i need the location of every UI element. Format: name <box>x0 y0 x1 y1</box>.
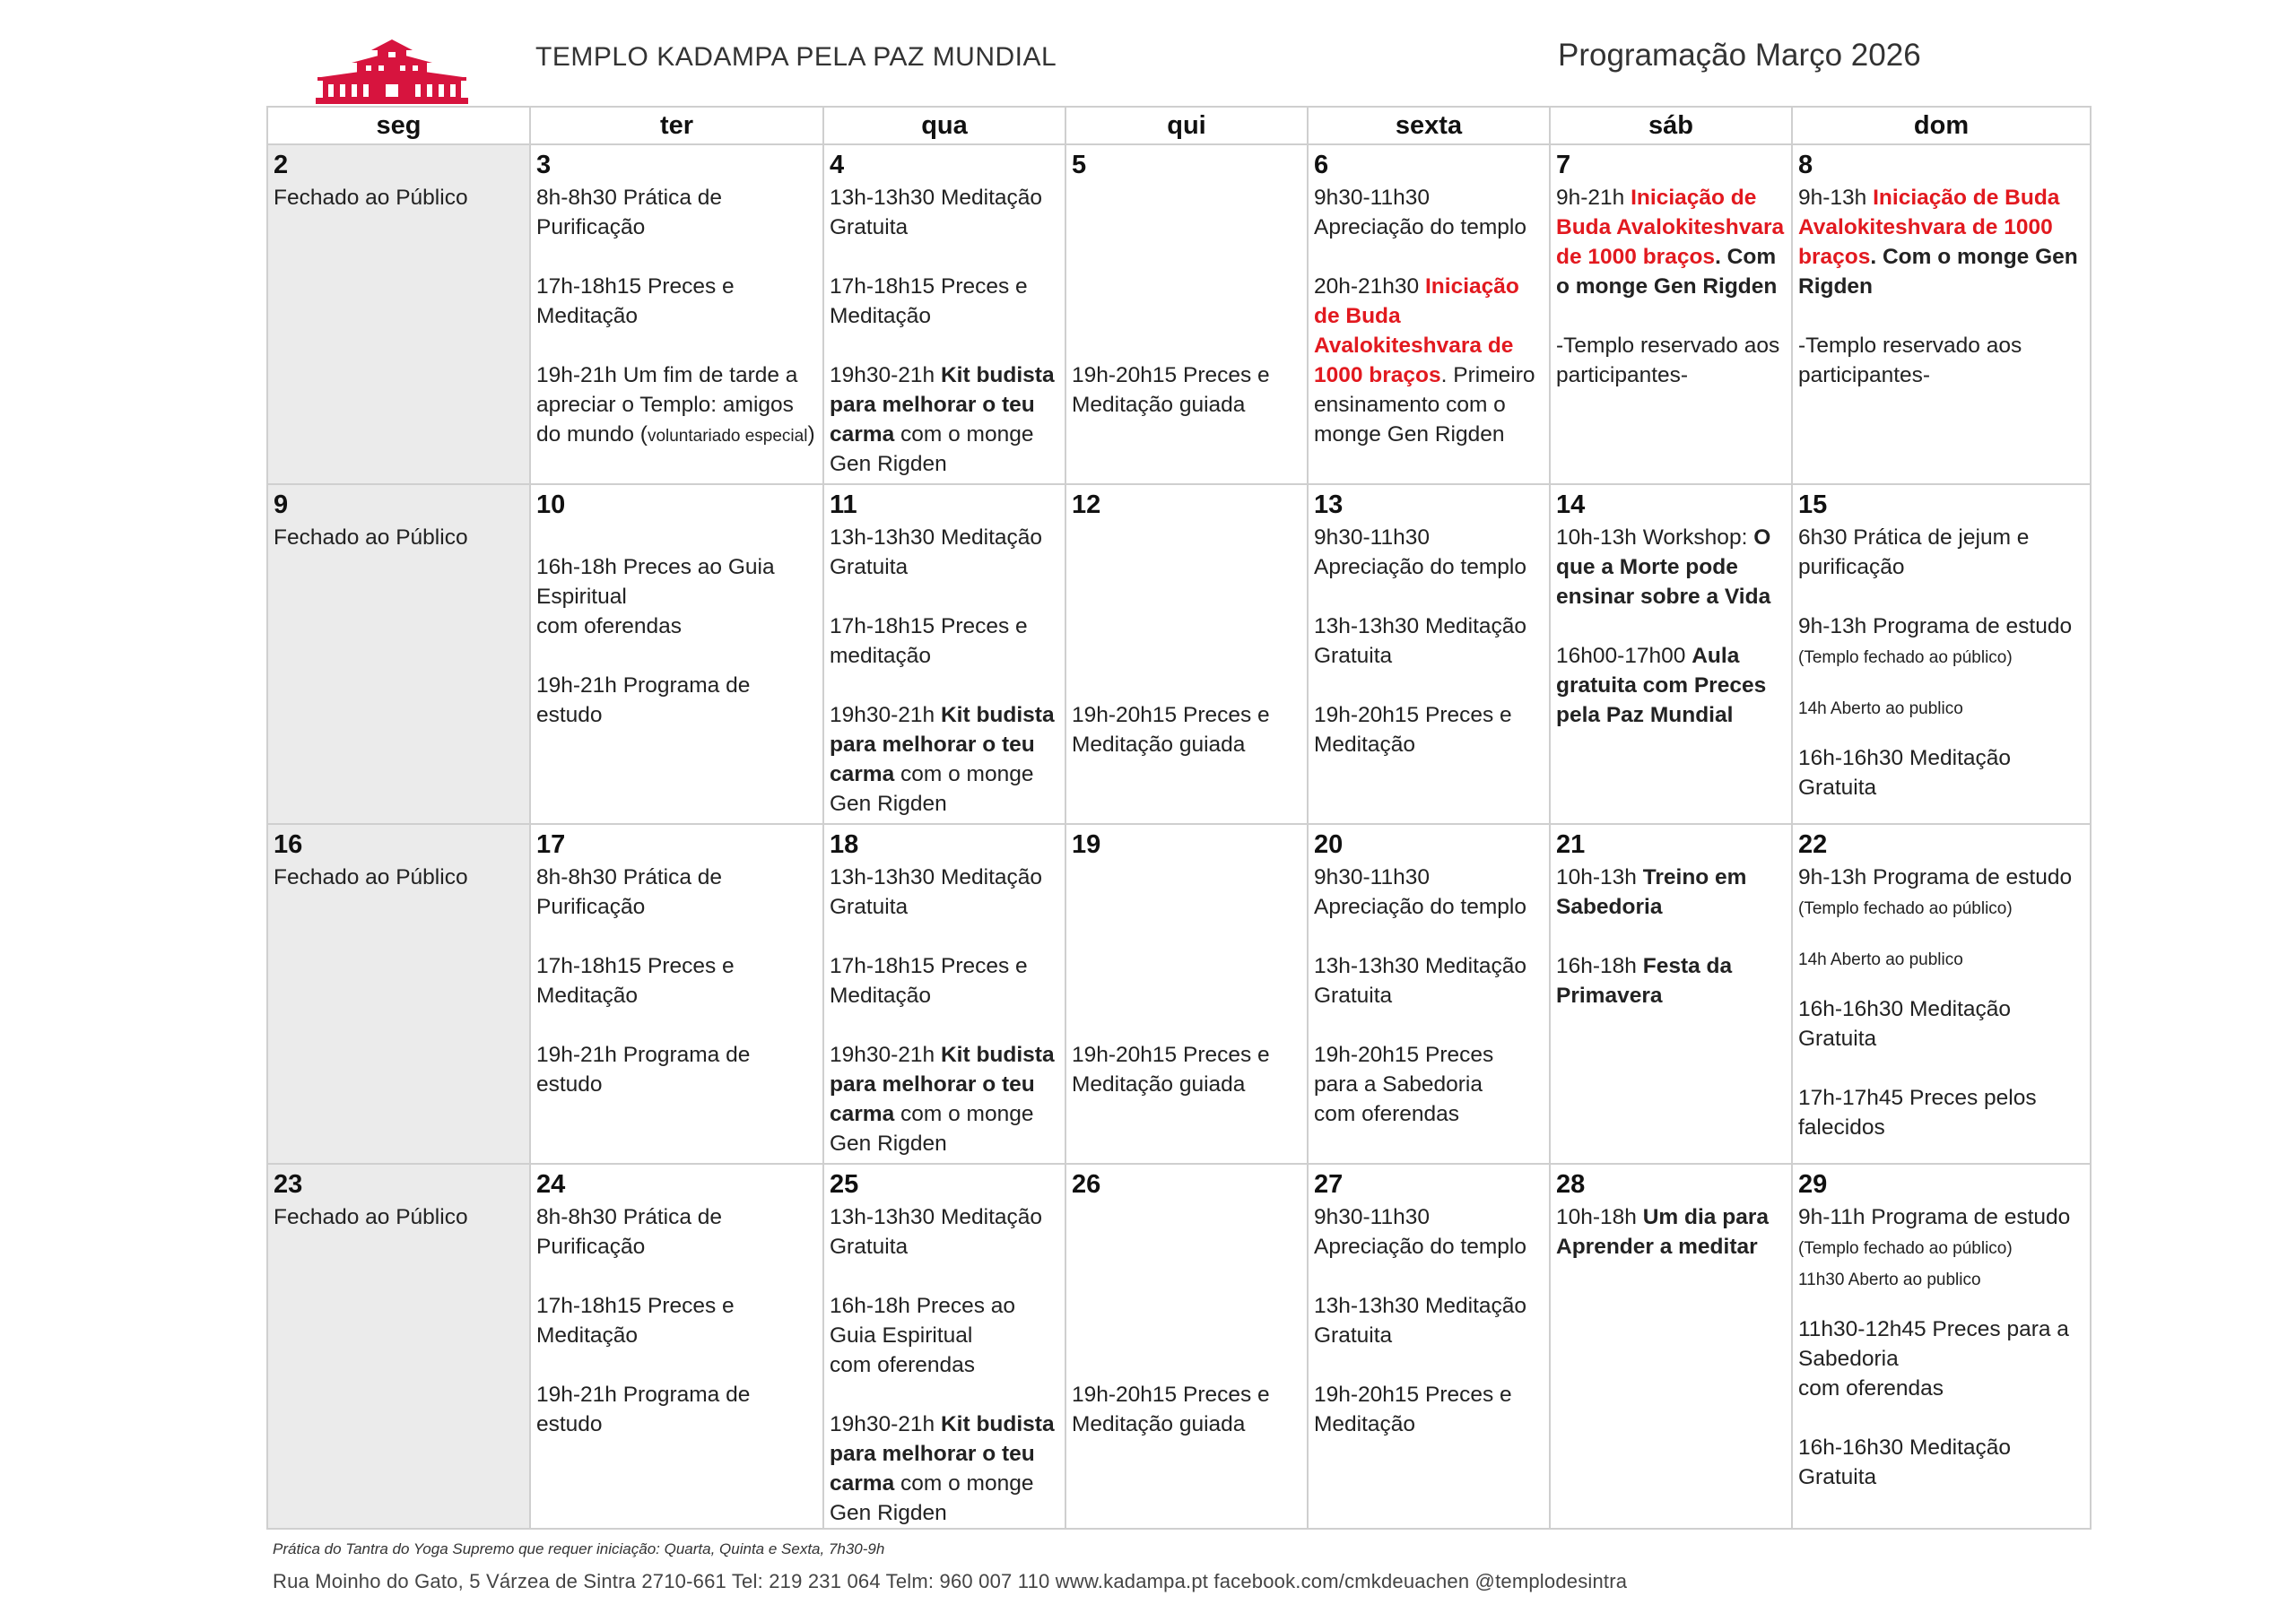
event: 6h30 Prática de jejum e purificação <box>1798 525 2030 579</box>
day-cell <box>1550 484 1792 824</box>
event: 9h30-11h30 Apreciação do templo <box>1314 525 1526 579</box>
day-cell <box>1065 144 1308 484</box>
event: 9h-11h Programa de estudo <box>1798 1205 2071 1229</box>
day-number: 22 <box>1798 830 1828 859</box>
event: com oferendas <box>536 614 683 638</box>
event: -Templo reservado aos participantes- <box>1556 334 1780 387</box>
event: 9h-13h Iniciação de Buda Avalokiteshvara de 1000 braços. Com o monge Gen Rigden <box>1798 186 2078 299</box>
event: 17h-18h15 Preces e Meditação <box>536 954 735 1008</box>
calendar-table <box>266 106 2092 1530</box>
closed-label: Fechado ao Público <box>274 865 468 889</box>
day-cell <box>530 1164 823 1529</box>
weekday-header: seg <box>267 107 530 144</box>
event: com oferendas <box>1798 1376 1944 1401</box>
day-number: 24 <box>536 1170 566 1199</box>
day-cell <box>530 824 823 1164</box>
day-number: 25 <box>830 1170 859 1199</box>
event: 9h-21h Iniciação de Buda Avalokiteshvara de 1000 braços. Com o monge Gen Rigden <box>1556 186 1785 299</box>
day-number: 3 <box>536 151 552 179</box>
closed-label: Fechado ao Público <box>274 1205 468 1229</box>
day-number: 4 <box>830 151 845 179</box>
event: 10h-13h Workshop: O que a Morte pode ensinar sobre a Vida <box>1556 525 1771 609</box>
day-number: 19 <box>1072 830 1101 859</box>
day-number: 8 <box>1798 151 1813 179</box>
day-number: 16 <box>274 830 303 859</box>
day-cell <box>1550 144 1792 484</box>
day-cell <box>1308 144 1550 484</box>
event: 13h-13h30 Meditação Gratuita <box>830 525 1043 579</box>
weekday-header: sexta <box>1308 107 1550 144</box>
event: 13h-13h30 Meditação Gratuita <box>830 186 1043 239</box>
event: 8h-8h30 Prática de Purificação <box>536 865 723 919</box>
event: 19h-21h Um fim de tarde a apreciar o Templo: amigos do mundo (voluntariado especial) <box>536 363 815 447</box>
event: 19h-20h15 Preces e Meditação guiada <box>1072 1383 1270 1436</box>
page-title: Programação Março 2026 <box>1558 38 1921 73</box>
day-number: 23 <box>274 1170 303 1199</box>
event: 9h30-11h30 Apreciação do templo <box>1314 186 1526 239</box>
weekday-header-row <box>267 107 2091 144</box>
event: 17h-18h15 Preces e Meditação <box>830 274 1028 328</box>
event: 16h-16h30 Meditação Gratuita <box>1798 746 2012 800</box>
event: 19h-20h15 Preces para a Sabedoria <box>1314 1043 1494 1097</box>
weekday-header: dom <box>1792 107 2091 144</box>
week-row <box>267 824 2091 1164</box>
day-number: 10 <box>536 490 566 519</box>
event: 19h30-21h Kit budista para melhorar o teu carma com o monge Gen Rigden <box>830 1043 1055 1156</box>
day-number: 7 <box>1556 151 1571 179</box>
event: 13h-13h30 Meditação Gratuita <box>1314 1294 1527 1348</box>
closed-label: Fechado ao Público <box>274 186 468 210</box>
event: 8h-8h30 Prática de Purificação <box>536 186 723 239</box>
event: 17h-18h15 Preces e Meditação <box>536 1294 735 1348</box>
event: 16h-18h Festa da Primavera <box>1556 954 1733 1008</box>
day-number: 12 <box>1072 490 1101 519</box>
day-number: 28 <box>1556 1170 1586 1199</box>
day-cell <box>823 824 1065 1164</box>
event: 16h-16h30 Meditação Gratuita <box>1798 1436 2012 1489</box>
event: com oferendas <box>830 1353 976 1377</box>
day-number: 29 <box>1798 1170 1828 1199</box>
event: 13h-13h30 Meditação Gratuita <box>830 865 1043 919</box>
week-row <box>267 144 2091 484</box>
day-number: 11 <box>830 490 857 519</box>
event: 20h-21h30 Iniciação de Buda Avalokiteshvara de 1000 braços. Primeiro ensinamento com o monge Gen Rigden <box>1314 274 1535 447</box>
event: 19h-20h15 Preces e Meditação <box>1314 1383 1512 1436</box>
event: 8h-8h30 Prática de Purificação <box>536 1205 723 1259</box>
event: 13h-13h30 Meditação Gratuita <box>1314 614 1527 668</box>
day-number: 26 <box>1072 1170 1101 1199</box>
event: -Templo reservado aos participantes- <box>1798 334 2022 387</box>
day-number: 15 <box>1798 490 1828 519</box>
event: 19h-21h Programa de estudo <box>536 673 751 727</box>
event: 19h-20h15 Preces e Meditação <box>1314 703 1512 757</box>
event: 10h-18h Um dia para Aprender a meditar <box>1556 1205 1769 1259</box>
event: 19h-21h Programa de estudo <box>536 1043 751 1097</box>
day-number: 6 <box>1314 151 1329 179</box>
day-cell <box>1550 1164 1792 1529</box>
day-cell <box>1792 824 2091 1164</box>
day-number: 21 <box>1556 830 1586 859</box>
event: 19h30-21h Kit budista para melhorar o teu carma com o monge Gen Rigden <box>830 703 1055 816</box>
day-cell <box>1550 824 1792 1164</box>
day-cell <box>267 1164 530 1529</box>
weekday-header: qua <box>823 107 1065 144</box>
day-cell <box>1308 824 1550 1164</box>
footer-note: Prática do Tantra do Yoga Supremo que requer iniciação: Quarta, Quinta e Sexta, 7h30-9h <box>273 1540 885 1557</box>
event: 9h30-11h30 Apreciação do templo <box>1314 1205 1526 1259</box>
event: 19h30-21h Kit budista para melhorar o teu carma com o monge Gen Rigden <box>830 363 1055 476</box>
week-row <box>267 484 2091 824</box>
day-cell <box>1065 484 1308 824</box>
temple-building-icon <box>316 38 468 104</box>
event-note: 14h Aberto ao publico <box>1798 950 1963 969</box>
day-cell <box>1792 484 2091 824</box>
day-cell <box>1792 144 2091 484</box>
day-number: 20 <box>1314 830 1344 859</box>
event: 17h-17h45 Preces pelos falecidos <box>1798 1086 2037 1140</box>
event: 13h-13h30 Meditação Gratuita <box>1314 954 1527 1008</box>
event: 16h00-17h00 Aula gratuita com Preces pela Paz Mundial <box>1556 644 1767 727</box>
event-note: (Templo fechado ao público) <box>1798 899 2013 918</box>
day-cell <box>1065 1164 1308 1529</box>
day-number: 2 <box>274 151 289 179</box>
day-cell <box>1308 1164 1550 1529</box>
footer-address: Rua Moinho do Gato, 5 Várzea de Sintra 2710-661 Tel: 219 231 064 Telm: 960 007 110 www.kadampa.pt facebook.com/cmkdeuachen @templodesintra <box>273 1570 1628 1592</box>
event: 17h-18h15 Preces e Meditação <box>830 954 1028 1008</box>
day-number: 27 <box>1314 1170 1344 1199</box>
event: 10h-13h Treino em Sabedoria <box>1556 865 1747 919</box>
event: 9h-13h Programa de estudo <box>1798 614 2073 638</box>
event: 16h-16h30 Meditação Gratuita <box>1798 997 2012 1051</box>
event: 16h-18h Preces ao Guia Espiritual <box>536 555 775 609</box>
closed-label: Fechado ao Público <box>274 525 468 550</box>
event: 16h-18h Preces ao Guia Espiritual <box>830 1294 1016 1348</box>
day-cell <box>530 144 823 484</box>
day-cell <box>530 484 823 824</box>
day-number: 13 <box>1314 490 1344 519</box>
day-cell <box>267 144 530 484</box>
day-cell <box>823 144 1065 484</box>
day-number: 14 <box>1556 490 1586 519</box>
event: 19h-20h15 Preces e Meditação guiada <box>1072 703 1270 757</box>
event-note: (Templo fechado ao público) <box>1798 1239 2013 1258</box>
weekday-header: qui <box>1065 107 1308 144</box>
day-cell <box>1065 824 1308 1164</box>
event: 9h30-11h30 Apreciação do templo <box>1314 865 1526 919</box>
week-row <box>267 1164 2091 1529</box>
event: 11h30-12h45 Preces para a Sabedoria <box>1798 1317 2069 1371</box>
event-note: 14h Aberto ao publico <box>1798 699 1963 718</box>
event: 13h-13h30 Meditação Gratuita <box>830 1205 1043 1259</box>
day-cell <box>823 1164 1065 1529</box>
day-cell <box>267 484 530 824</box>
day-cell <box>1792 1164 2091 1529</box>
day-number: 5 <box>1072 151 1087 179</box>
day-cell <box>823 484 1065 824</box>
event-note: (Templo fechado ao público) <box>1798 648 2013 667</box>
weekday-header: sáb <box>1550 107 1792 144</box>
event: 19h30-21h Kit budista para melhorar o teu carma com o monge Gen Rigden <box>830 1412 1055 1525</box>
day-number: 9 <box>274 490 289 519</box>
event: 9h-13h Programa de estudo <box>1798 865 2073 889</box>
day-cell <box>267 824 530 1164</box>
event-note: 11h30 Aberto ao publico <box>1798 1271 1981 1289</box>
event: 19h-20h15 Preces e Meditação guiada <box>1072 1043 1270 1097</box>
event: 17h-18h15 Preces e Meditação <box>536 274 735 328</box>
event: 19h-20h15 Preces e Meditação guiada <box>1072 363 1270 417</box>
temple-name: TEMPLO KADAMPA PELA PAZ MUNDIAL <box>535 42 1057 72</box>
day-cell <box>1308 484 1550 824</box>
day-number: 17 <box>536 830 566 859</box>
event: com oferendas <box>1314 1102 1460 1126</box>
event: 19h-21h Programa de estudo <box>536 1383 751 1436</box>
day-number: 18 <box>830 830 859 859</box>
weekday-header: ter <box>530 107 823 144</box>
event: 17h-18h15 Preces e meditação <box>830 614 1028 668</box>
